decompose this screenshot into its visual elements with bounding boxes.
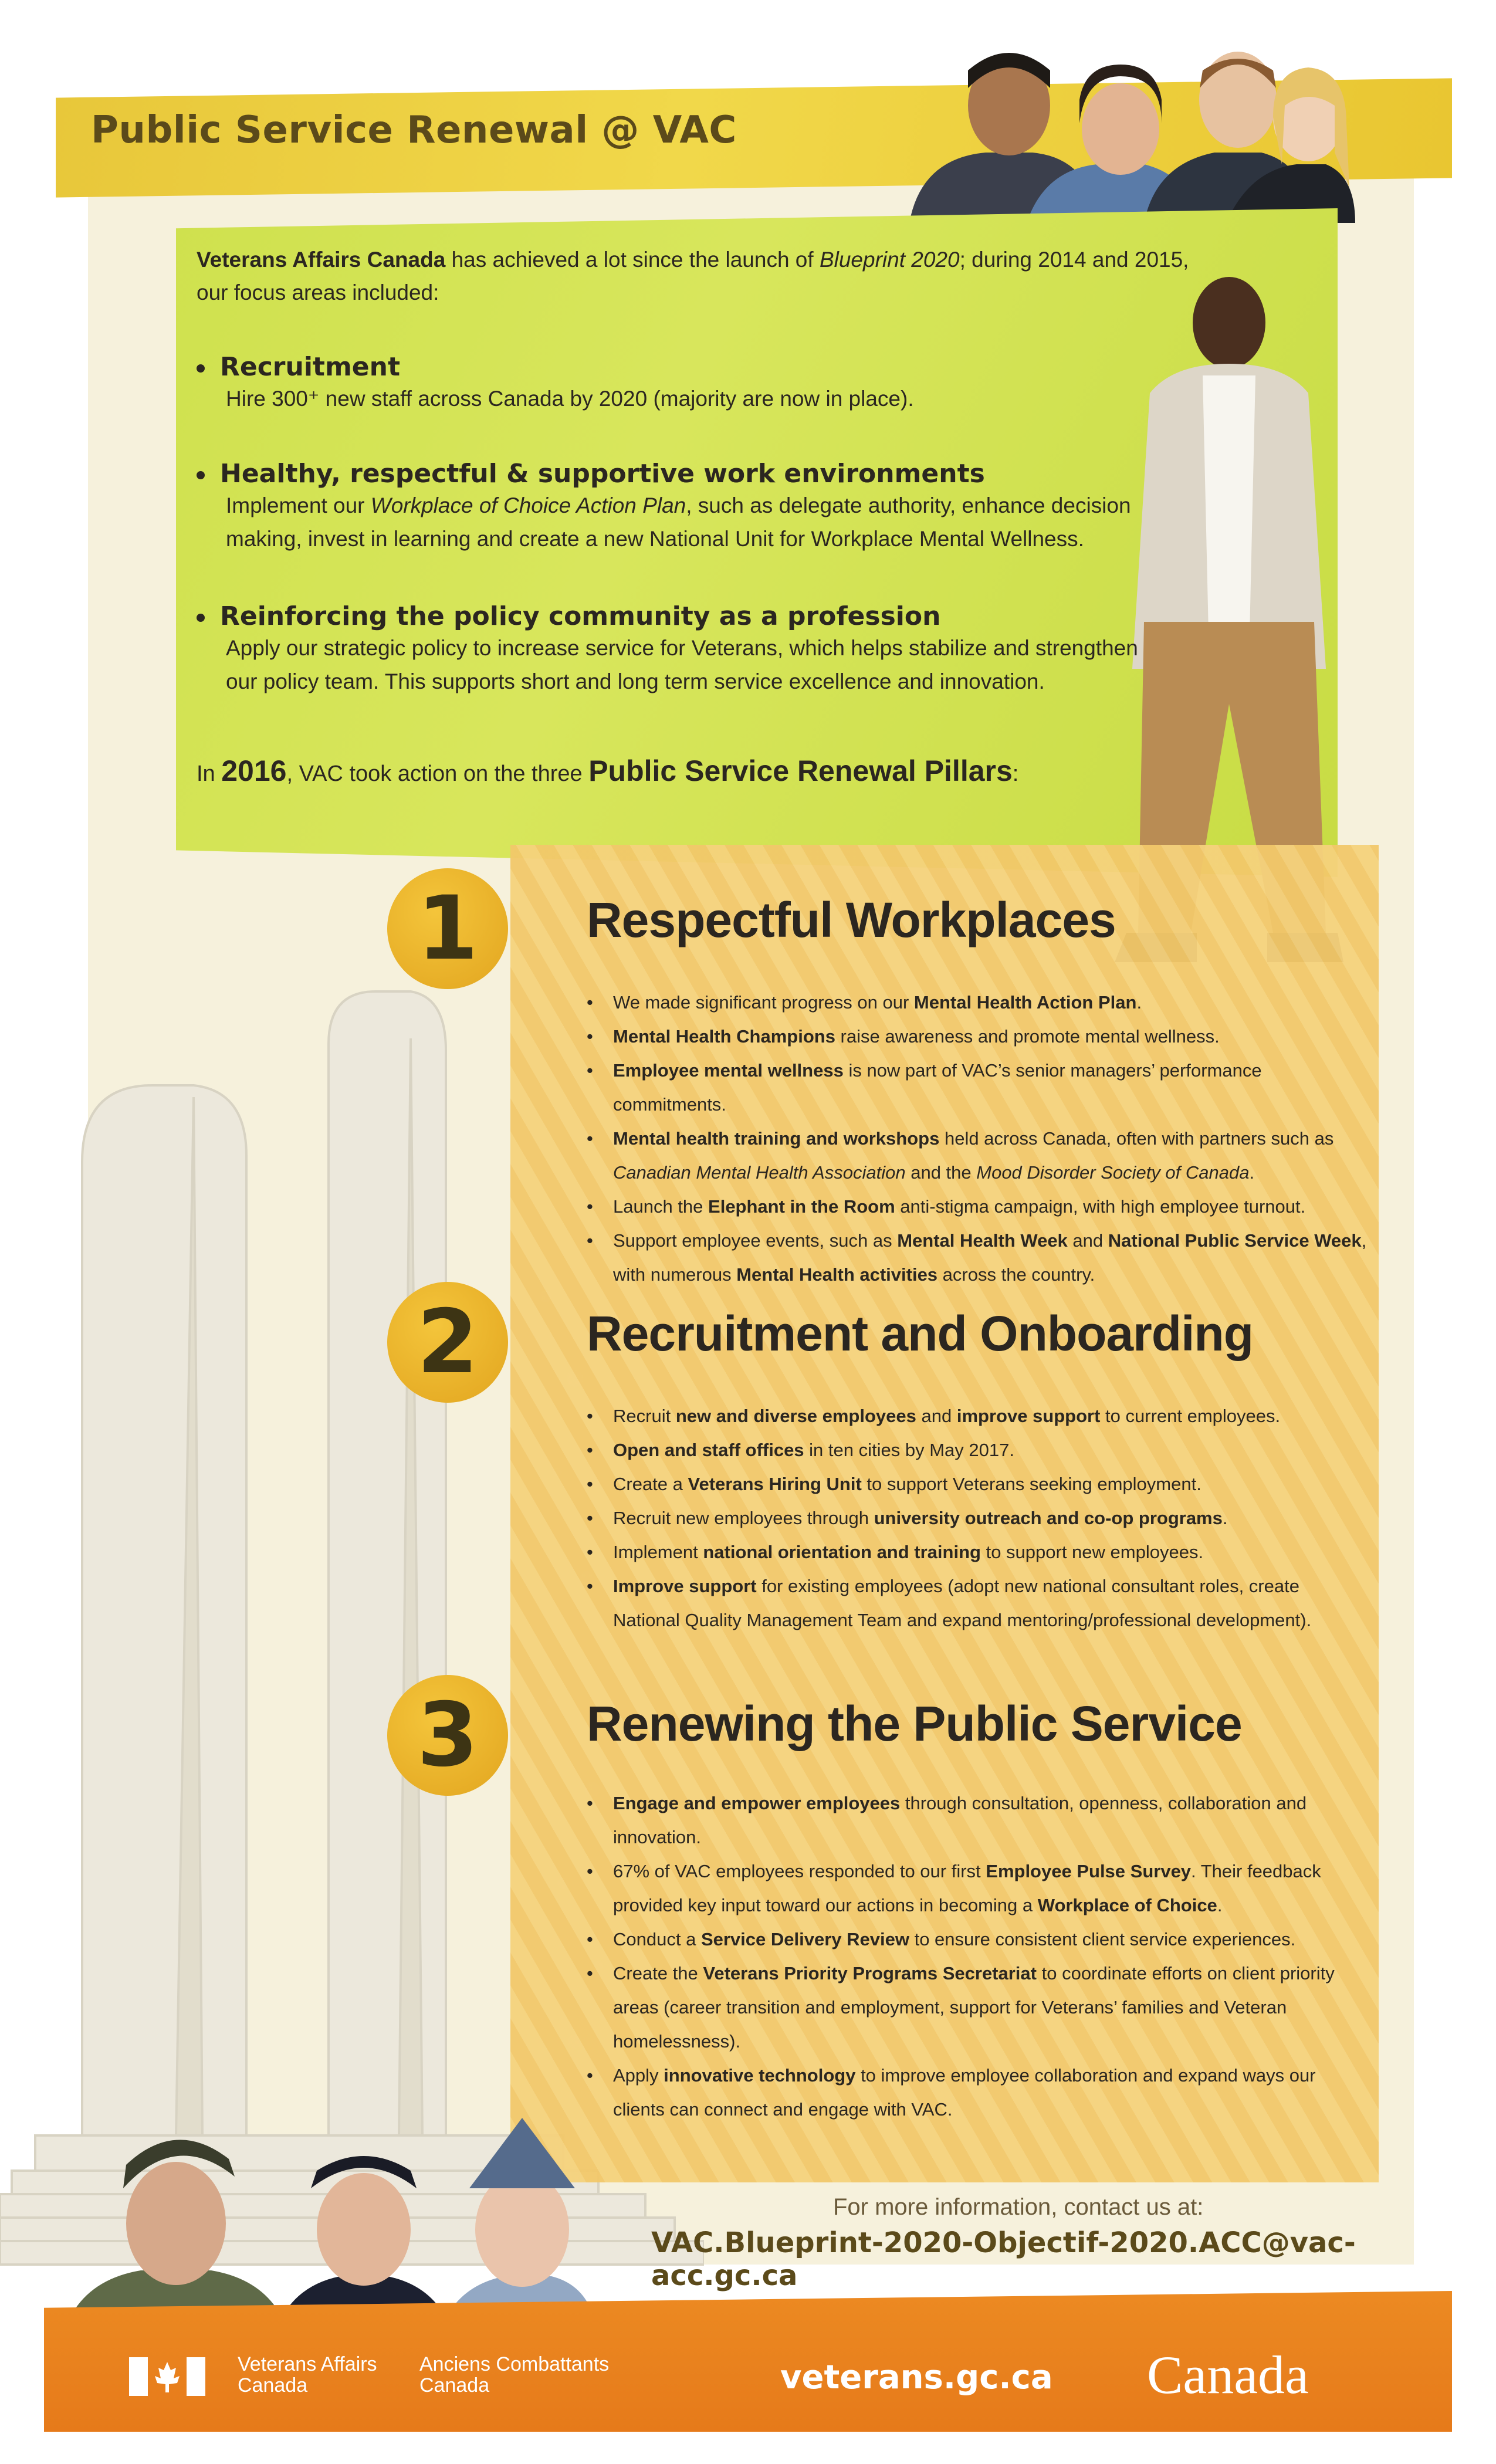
- pillar-item-text: Veterans Hiring Unit: [688, 1474, 862, 1494]
- dept-en-line: Veterans Affairs: [238, 2353, 377, 2375]
- pillar-item-text: .: [1217, 1895, 1223, 1915]
- pillars-text: In: [197, 761, 222, 786]
- pillars-name: Public Service Renewal Pillars: [588, 754, 1013, 787]
- pillar-item-text: . Their feedback provided key input toward our actions in becoming a: [613, 1861, 1321, 1915]
- pillar-item-text: Mental Health Week: [897, 1230, 1068, 1251]
- pillar-number-1: 1: [387, 868, 508, 989]
- pillar-item: [587, 986, 1367, 1020]
- pillar-item-text: Service Delivery Review: [700, 1929, 909, 1949]
- pillar-item-text: Support employee events, such as: [613, 1230, 898, 1251]
- pillar-item-text: anti-stigma campaign, with high employee turnout.: [895, 1196, 1306, 1217]
- pillar-item-text: Engage and empower employees: [613, 1793, 901, 1813]
- pillar-item-text: Recruit: [613, 1406, 676, 1426]
- focus-area-text: [197, 631, 1194, 698]
- pillar-item-text: to current employees.: [1100, 1406, 1281, 1426]
- pillar-item-text: improve support: [956, 1406, 1101, 1426]
- contact-email-link[interactable]: VAC.Blueprint-2020-Objectif-2020.ACC@vac-acc.gc.ca: [651, 2226, 1356, 2292]
- dept-name-fr: [419, 2354, 609, 2396]
- focus-text-part: our policy team. This supports short and long term service excellence and innovation.: [226, 669, 1045, 693]
- pillar-item-text: , with numerous: [613, 1230, 1367, 1285]
- pillar-item: [587, 1224, 1367, 1292]
- pillar-item-text: Implement: [613, 1542, 703, 1562]
- pillar-item-text: Apply: [613, 2065, 664, 2086]
- pillar-2-items: [587, 1399, 1367, 1637]
- pillar-item: [587, 1467, 1367, 1501]
- dept-name-en: [238, 2354, 377, 2396]
- pillar-item-text: Open and staff offices: [613, 1440, 804, 1460]
- pillar-item: [587, 1433, 1367, 1467]
- pillar-item-text: Mental Health Action Plan: [913, 992, 1137, 1013]
- pillar-item: [587, 1854, 1367, 1923]
- pillar-item-text: held across Canada, often with partners such as: [939, 1128, 1334, 1149]
- pillar-item-text: .: [1222, 1508, 1228, 1528]
- focus-area-text: Hire 300⁺ new staff across Canada by 2020 (majority are now in place).: [226, 387, 914, 411]
- pillar-item-text: Recruit new employees through: [613, 1508, 874, 1528]
- pillar-item-text: university outreach and co-op programs: [874, 1508, 1223, 1528]
- pillar-item-text: Create the: [613, 1963, 703, 1984]
- pillar-number-3: 3: [387, 1675, 508, 1796]
- action-plan-name: Workplace of Choice Action Plan: [370, 493, 686, 517]
- pillar-item: [587, 1190, 1367, 1224]
- pillar-item: [587, 1054, 1367, 1122]
- pillar-item: [587, 1535, 1367, 1569]
- pillar-item-text: Elephant in the Room: [708, 1196, 895, 1217]
- focus-area-recruitment: [197, 352, 1194, 415]
- pillar-item-text: national orientation and training: [703, 1542, 981, 1562]
- pillar-item: [587, 1569, 1367, 1637]
- contact-label: For more information, contact us at:: [833, 2194, 1204, 2220]
- pillars-text: , VAC took action on the three: [286, 761, 589, 786]
- focus-text-part: Apply our strategic policy to increase service for Veterans, which helps stabilize and strengthen: [226, 636, 1138, 660]
- dept-fr-line: Canada: [419, 2374, 490, 2397]
- focus-area-text: [197, 489, 1194, 556]
- pillar-title-renewing-public-service: Renewing the Public Service: [587, 1696, 1242, 1751]
- pillar-item-text: Mental health training and workshops: [613, 1128, 940, 1149]
- dept-en-line: Canada: [238, 2374, 308, 2397]
- pillar-item-text: Launch the: [613, 1196, 709, 1217]
- bullet-dot: [197, 364, 205, 373]
- pillar-title-recruitment-onboarding: Recruitment and Onboarding: [587, 1306, 1254, 1361]
- org-name: Veterans Affairs Canada: [197, 248, 446, 272]
- pillar-item-text: We made significant progress on our: [613, 992, 914, 1013]
- focus-area-policy: [197, 601, 1194, 698]
- pillar-item-text: through consultation, openness, collaboration and innovation.: [613, 1793, 1307, 1847]
- website-link[interactable]: veterans.gc.ca: [780, 2358, 1053, 2397]
- pillar-item-text: and the: [905, 1162, 977, 1183]
- focus-text-part: , such as delegate authority, enhance decision: [686, 493, 1131, 517]
- intro-text-a: has achieved a lot since the launch of: [445, 248, 820, 272]
- pillar-item-text: Employee Pulse Survey: [986, 1861, 1192, 1881]
- pillar-number-2: 2: [387, 1282, 508, 1403]
- pillar-item-text: Mood Disorder Society of Canada: [976, 1162, 1250, 1183]
- page-title: Public Service Renewal @ VAC: [91, 109, 737, 152]
- focus-text-part: making, invest in learning and create a new National Unit for Workplace Mental Wellness.: [226, 527, 1084, 551]
- focus-area-title: Reinforcing the policy community as a profession: [220, 601, 941, 631]
- pillar-item: [587, 1923, 1367, 1957]
- pillars-text: :: [1012, 761, 1019, 786]
- pillar-item-text: Workplace of Choice: [1037, 1895, 1217, 1915]
- header-staff-photo: [898, 35, 1355, 223]
- pillar-item-text: innovative technology: [664, 2065, 856, 2086]
- pillar-item-text: Mental Health activities: [736, 1264, 938, 1285]
- pillar-title-respectful-workplaces: Respectful Workplaces: [587, 892, 1116, 947]
- pillar-item-text: in ten cities by May 2017.: [804, 1440, 1014, 1460]
- pillar-item: [587, 1122, 1367, 1190]
- bullet-dot: [197, 471, 205, 479]
- pillar-item-text: to ensure consistent client service experiences.: [909, 1929, 1296, 1949]
- pillar-item-text: to support Veterans seeking employment.: [861, 1474, 1201, 1494]
- pillar-item-text: Improve support: [613, 1576, 757, 1596]
- focus-text-part: Implement our: [226, 493, 371, 517]
- pillar-item-text: 67% of VAC employees responded to our first: [613, 1861, 986, 1881]
- intro-paragraph: [197, 243, 1194, 309]
- pillar-item-text: Employee mental wellness: [613, 1060, 844, 1081]
- pillar-item-text: Mental Health Champions: [613, 1026, 835, 1047]
- focus-area-healthy-work: [197, 459, 1194, 556]
- pillar-item-text: .: [1136, 992, 1142, 1013]
- pillar-item: [587, 1957, 1367, 2059]
- canada-wordmark: Canada: [1147, 2345, 1309, 2405]
- pillars-year: 2016: [221, 754, 287, 787]
- pillar-3-items: [587, 1786, 1367, 2127]
- pillar-item-text: for existing employees (adopt new national consultant roles, create National Quality Management Team and expand mentoring/professional development).: [613, 1576, 1312, 1630]
- program-name: Blueprint 2020: [819, 248, 960, 272]
- dept-fr-line: Anciens Combattants: [419, 2353, 610, 2375]
- pillar-item-text: raise awareness and promote mental wellness.: [835, 1026, 1220, 1047]
- bullet-dot: [197, 614, 205, 622]
- pillar-item-text: to support new employees.: [980, 1542, 1204, 1562]
- pillar-item-text: is now part of VAC’s senior managers’ performance commitments.: [613, 1060, 1262, 1115]
- pillar-1-items: [587, 986, 1367, 1292]
- pillar-item-text: Conduct a: [613, 1929, 701, 1949]
- pillar-item: [587, 1399, 1367, 1433]
- canada-flag-icon: [129, 2357, 205, 2396]
- pillar-item: [587, 1020, 1367, 1054]
- pillar-item-text: and: [916, 1406, 957, 1426]
- pillar-item-text: across the country.: [937, 1264, 1095, 1285]
- pillars-intro: [197, 754, 1018, 788]
- focus-area-title: Healthy, respectful & supportive work environments: [220, 459, 985, 489]
- pillar-item: [587, 2059, 1367, 2127]
- focus-area-title: Recruitment: [220, 352, 400, 382]
- pillar-item-text: to coordinate efforts on client priority areas (career transition and employment, support for Veterans’ families and Veteran homelessness).: [613, 1963, 1335, 2052]
- pillar-item-text: Create a: [613, 1474, 688, 1494]
- pillar-item-text: Veterans Priority Programs Secretariat: [703, 1963, 1037, 1984]
- pillar-item-text: and: [1067, 1230, 1108, 1251]
- pillar-item: [587, 1786, 1367, 1854]
- pillar-item-text: Canadian Mental Health Association: [613, 1162, 906, 1183]
- pillar-item-text: new and diverse employees: [675, 1406, 916, 1426]
- pillar-item: [587, 1501, 1367, 1535]
- intro-text-b: ; during 2014 and 2015,: [959, 248, 1189, 272]
- pillar-item-text: .: [1249, 1162, 1255, 1183]
- pillar-item-text: to improve employee collaboration and expand ways our clients can connect and engage with VAC.: [613, 2065, 1316, 2120]
- pillar-item-text: National Public Service Week: [1108, 1230, 1362, 1251]
- intro-text-c: our focus areas included:: [197, 280, 439, 304]
